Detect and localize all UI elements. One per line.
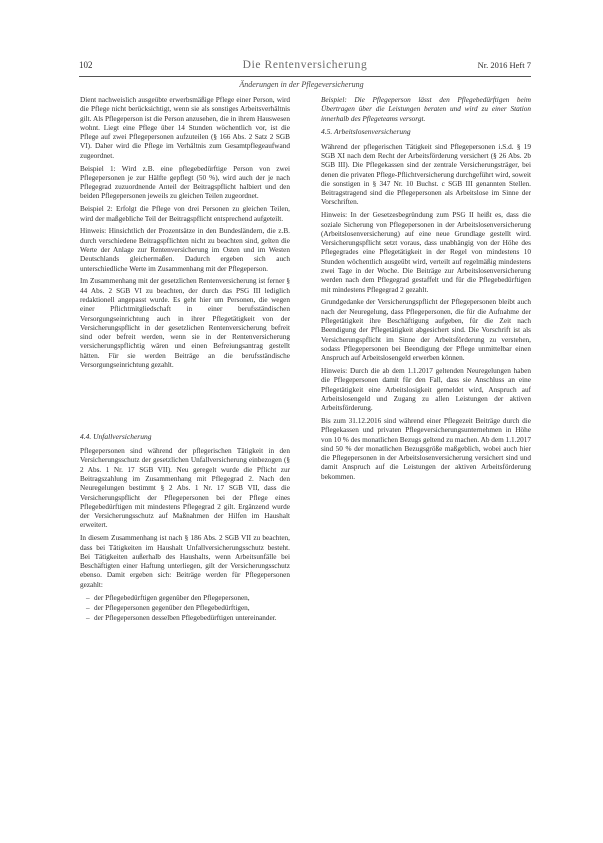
beitrag-paragraph: Hinweis: In der Gesetzesbegründung zum PSG II heißt es, dass die soziale Sicherung von Pflegepersonen in der Arbeitslosenversicherung (Arbeitslosenversicherung) auf eine neue Grundlage gestellt wird. Versicherungspflicht setzt voraus, dass unabhängig von der Höhe des Pflegegrades eine Pflegetätigkeit in der Regel von mindestens 10 Stunden wöchentlich ausgeübt wird, verteilt auf regelmäßig mindestens zwei Tage in der Woche. Die Beiträge zur Arbeitslosenversicherung werden nach dem Pflegegrad gestaffelt und für die Pflegebedürftigen mit mindestens Pflegegrad 2 gezahlt. bbox=[321, 211, 531, 294]
right-column bbox=[321, 96, 531, 801]
end-paragraph: Bis zum 31.12.2016 sind während einer Pflegezeit Beiträge durch die Pflegekassen und privaten Pflegeversicherungsunternehmen in Höhe von 10 % des monatlichen Bezugs geltend zu machen. Ab dem 1.1.2017 sind 50 % der monatlichen Bezugsgröße maßgeblich, wobei auch hier die Pflegepersonen in der Arbeitslosenversicherung versichert sind und damit Anspruch auf die Leistungen der aktiven Arbeitsförderung bekommen. bbox=[321, 417, 531, 481]
rv-paragraph: Im Zusammenhang mit der gesetzlichen Rentenversicherung ist ferner § 44 Abs. 2 SGB VI zu beachten, der durch das PSG III lediglich redaktionell angepasst wurde. Es geht hier um Personen, die wegen einer Pflichtmitgliedschaft in einer berufsständischen Versorgungseinrichtung auch in ihrer Pflegetätigkeit von der Versicherungspflicht in der gesetzlichen Rentenversicherung befreit sind oder befreit werden, wenn sie in der Rentenversicherung versicherungspflichtig wären und einen Befreiungsantrag gestellt hätten. Für sie werden Beiträge an die berufsständische Versorgungseinrichtung gezahlt. bbox=[80, 277, 290, 370]
alv-paragraph: Während der pflegerischen Tätigkeit sind Pflegepersonen i.S.d. § 19 SGB XI nach dem Recht der Arbeitsförderung versichert (§ 26 Abs. 2b SGB III). Die Pflegekassen sind der zentrale Versicherungsträger, bei denen die privaten Pflege-Pflichtversicherung durchgeführt wird, soweit die sonstigen in § 347 Nr. 10 Buchst. c SGB III genannten Stellen. Beitragstragend sind die Pflegepersonen als Arbeitslose im Sinne der Vorschriften. bbox=[321, 142, 531, 207]
journal-title: Die Rentenversicherung bbox=[242, 59, 368, 71]
running-subtitle: Änderungen in der Pflegeversicherung bbox=[239, 80, 364, 89]
uv-paragraph: Pflegepersonen sind während der pflegerischen Tätigkeit in den Versicherungsschutz der gesetzlichen Unfallversicherung einbezogen (§ 2 Abs. 1 Nr. 17 SGB VII). Neu geregelt wurde die Pflicht zur Beitragszahlung im Zusammenhang mit Pflegegrad 2. Nach den Neuregelungen bestimmt § 2 Abs. 1 Nr. 17 SGB VII, dass die Versicherungspflicht der Pflegepersonen bei der Pflege eines Pflegebedürftigen mit mindestens Pflegegrad 2 gilt. Ergänzend wurde der Versicherungsschutz auf Maßnahmen der Hilfen im Haushalt erweitert. bbox=[80, 447, 290, 530]
example-paragraph: Beispiel: Die Pflegeperson lässt den Pflegebedürftigen beim Übertragen über die Leistungen beraten und wird zu einer Station innerhalb des Pflegeteams versorgt. bbox=[321, 96, 531, 123]
section-heading-unfallversicherung: 4.4. Unfallversicherung bbox=[80, 431, 152, 441]
intro-paragraph: Dient nachweislich ausgeübte erwerbsmäßige Pflege einer Person, wird die Pflege nicht berücksichtigt, wenn sie als sonstiges Arbeitsverhältnis gilt. Als Pflegeperson ist die Person anzusehen, die in ihrem Hauswesen wohnt. Liegt eine Pflege über 14 Stunden wöchentlich vor, ist die Pflege auf zwei Pflegepersonen aufzuteilen (§ 166 Abs. 2 Satz 2 SGB VI). Daher wird die Pflege im Verhältnis zum Gesamtpflegeaufwand zugeordnet. bbox=[80, 96, 290, 160]
hinweis-paragraph: Hinweis: Durch die ab dem 1.1.2017 geltenden Neuregelungen haben die Pflegepersonen damit für den Fall, dass sie Anschluss an eine Pflegetätigkeit eine Arbeitslosigkeit gemeldet wird, Anspruch auf Arbeitslosengeld und Zugang zu allen Leistungen der aktiven Arbeitsförderung. bbox=[321, 367, 531, 413]
page-number: 102 bbox=[79, 60, 93, 70]
list-item: – der Pflegepersonen desselben Pflegebedürftigen untereinander. bbox=[86, 614, 290, 623]
example-2: Beispiel 2: Erfolgt die Pflege von drei Personen zu gleichen Teilen, wird der maßgebliche Teil der Beitragspflicht entsprechend aufgeteilt. bbox=[80, 205, 290, 223]
header-rule bbox=[79, 76, 531, 77]
dash-list bbox=[86, 594, 290, 624]
note-paragraph: Hinweis: Hinsichtlich der Prozentsätze in den Bundesländern, die z.B. durch verschiedene Beitragspflichten nicht zu beachten sind, gelten die Werte der Anlage zur Rentenversicherung im Osten und im Westen Deutschlands gleichermaßen. Dadurch ergeben sich auch unterschiedliche Werte im Zusammenhang mit der Pflegeperson. bbox=[80, 227, 290, 273]
list-item: – der Pflegebedürftigen gegenüber den Pflegepersonen, bbox=[86, 594, 290, 603]
list-item: – der Pflegepersonen gegenüber den Pflegebedürftigen, bbox=[86, 604, 290, 613]
column-gap bbox=[80, 374, 290, 424]
left-column bbox=[80, 96, 290, 726]
page-header bbox=[79, 60, 531, 74]
section-heading-arbeitslosenversicherung: 4.5. Arbeitslosenversicherung bbox=[321, 127, 411, 137]
uv-paragraph-2: In diesem Zusammenhang ist nach § 186 Abs. 2 SGB VII zu beachten, dass bei Tätigkeiten im Haushalt Unfallversicherungsschutz besteht. Bei Tätigkeiten außerhalb des Haushalts, wenn Arbeitsunfälle bei Beschäftigten einer Haftung unterliegen, gilt der Versicherungsschutz ebenso. Damit ergeben sich: Beiträge werden für Pflegepersonen gezahlt: bbox=[80, 534, 290, 589]
example-1: Beispiel 1: Wird z.B. eine pflegebedürftige Person von zwei Pflegepersonen je zur Hälfte gepflegt (50 %), wird auch der je nach Pflegegrad zuzuordnende Anteil der Beitragspflicht halbiert und den beiden Pflegepersonen jeweils zu gleichen Teilen zugeordnet. bbox=[80, 164, 290, 201]
issue-label: Nr. 2016 Heft 7 bbox=[477, 60, 531, 70]
grund-paragraph: Grundgedanke der Versicherungspflicht der Pflegepersonen bleibt auch nach der Neuregelung, dass Pflegepersonen, die für die Aufnahme der Pflegetätigkeit ihre Beschäftigung aufgeben, für die Zeit nach Beendigung der Pflegetätigkeit abgesichert sind. Die Vorschrift ist als Versicherungspflicht im Sinne der Arbeitsförderung zu verstehen, sodass Pflegepersonen bei Beendigung der Pflege unmittelbar einen Anspruch auf Arbeitslosengeld erwerben können. bbox=[321, 298, 531, 363]
